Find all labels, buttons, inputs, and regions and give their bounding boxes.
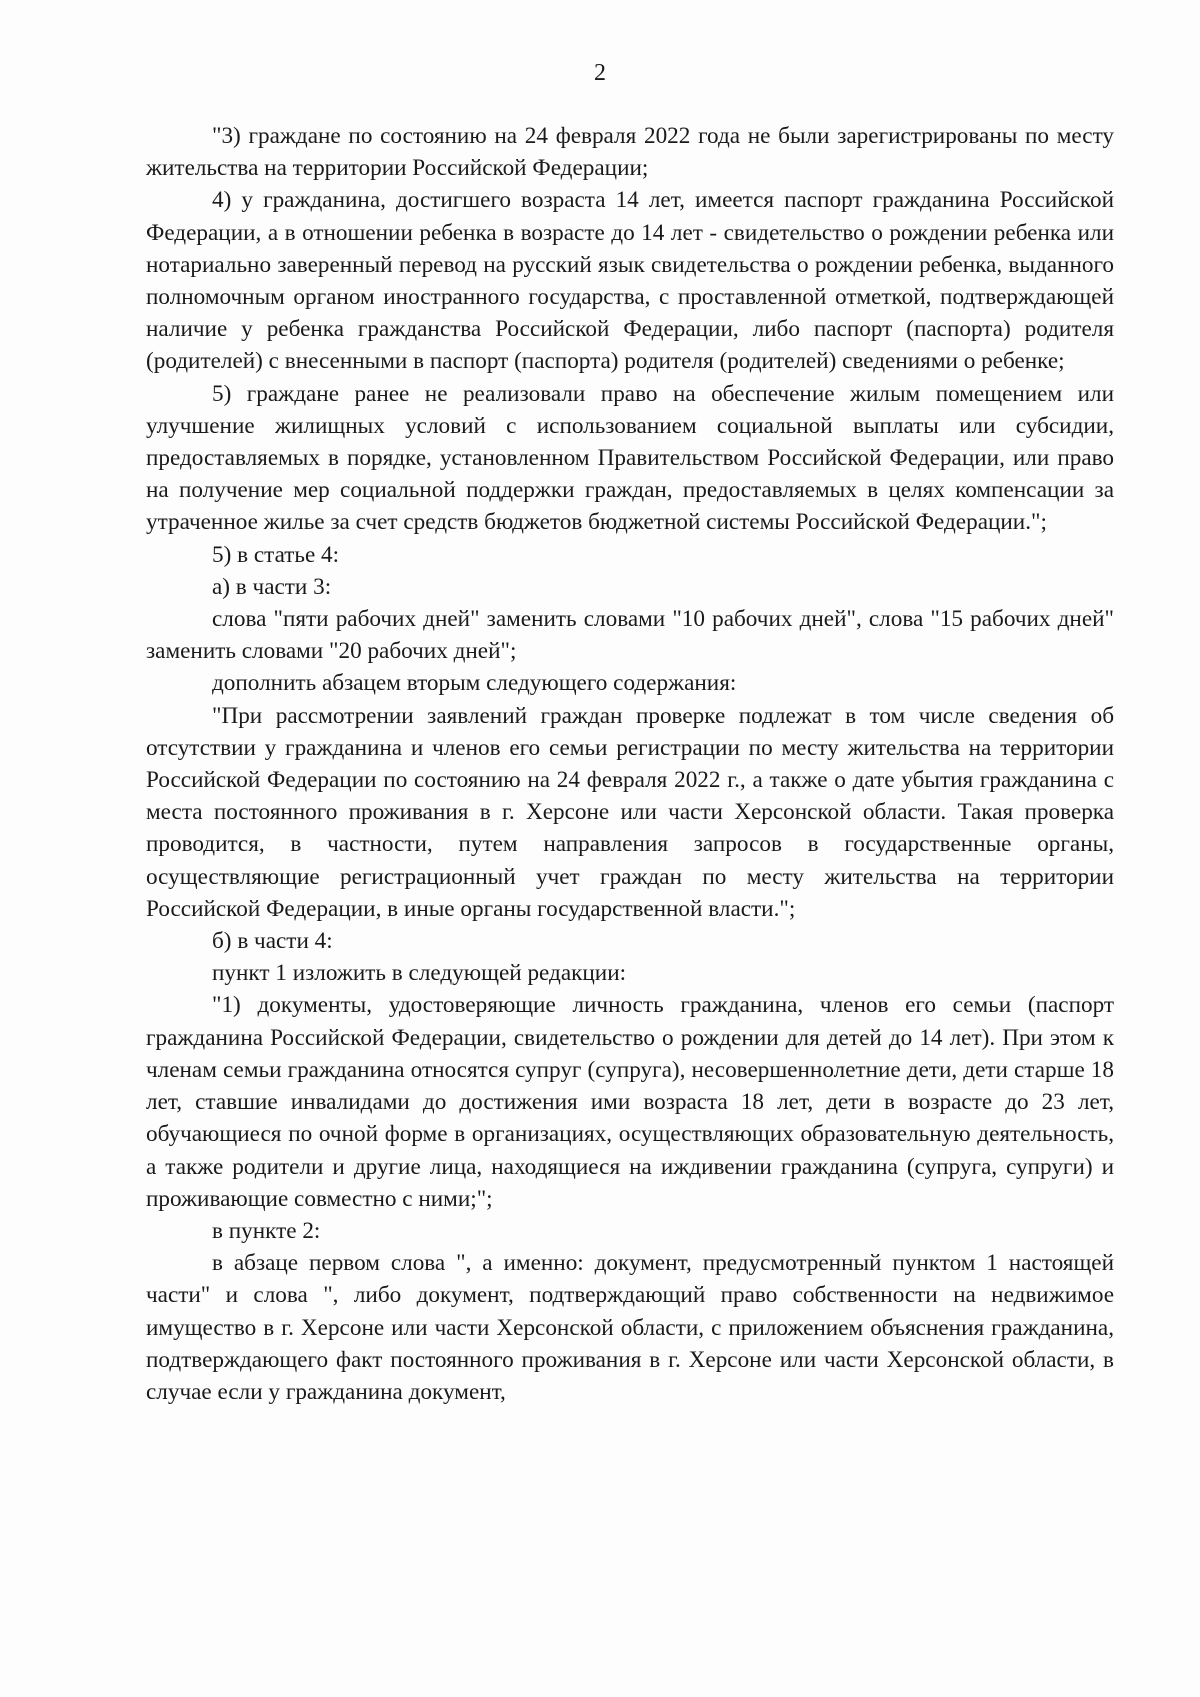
paragraph-item-3: "3) граждане по состоянию на 24 февраля 2022 года не были зарегистрированы по месту жительства на территории Российской Федерации; <box>146 123 1114 182</box>
paragraph-point-2: в пункте 2: <box>212 1217 321 1244</box>
paragraph-item-4: 4) у гражданина, достигшего возраста 14 лет, имеется паспорт гражданина Российской Федерации, а в отношении ребенка в возрасте до 14 лет - свидетельство о рождении ребенка или нотариально заверенный перевод на русский язык свидетельства о рождении ребенка, выданного полномочным органом иностранного государства, с проставленной отметкой, подтверждающей наличие у ребенка гражданства Российской Федерации, либо паспорт (паспорта) родителя (родителей) с внесенными в паспорт (паспорта) родителя (родителей) сведениями о ребенке; <box>146 187 1114 375</box>
paragraph-part-3: а) в части 3: <box>212 573 332 600</box>
paragraph-replace-words: слова "пяти рабочих дней" заменить словами "10 рабочих дней", слова "15 рабочих дней" заменить словами "20 рабочих дней"; <box>146 606 1114 665</box>
paragraph-part-4: б) в части 4: <box>212 928 333 955</box>
paragraph-verification: "При рассмотрении заявлений граждан проверке подлежат в том числе сведения об отсутствии у гражданина и членов его семьи регистрации по месту жительства на территории Российской Федерации по состоянию на 24 февраля 2022 г., а также о дате убытия гражданина с места постоянного проживания в г. Херсоне или части Херсонской области. Такая проверка проводится, в частности, путем направления запросов в государственные органы, осуществляющие регистрационный учет граждан по месту жительства на территории Российской Федерации, в иные органы государственной власти."; <box>146 702 1114 922</box>
page-number: 2 <box>594 60 606 86</box>
paragraph-first-abzac: в абзаце первом слова ", а именно: документ, предусмотренный пунктом 1 настоящей части" и слова ", либо документ, подтверждающий право собственности на недвижимое имущество в г. Херсоне или части Херсонской области, с приложением объяснения гражданина, подтверждающего факт постоянного проживания в г. Херсоне или части Херсонской области, в случае если у гражданина документ, <box>146 1250 1114 1405</box>
paragraph-documents: "1) документы, удостоверяющие личность гражданина, членов его семьи (паспорт гражданина Российской Федерации, свидетельство о рождении для детей до 14 лет). При этом к членам семьи гражданина относятся супруг (супруга), несовершеннолетние дети, дети старше 18 лет, ставшие инвалидами до достижения ими возраста 18 лет, дети в возрасте до 23 лет, обучающиеся по очной форме в организациях, осуществляющих образовательную деятельность, а также родители и другие лица, находящиеся на иждивении гражданина (супруга, супруги) и проживающие совместно с ними;"; <box>146 992 1114 1212</box>
paragraph-item-5: 5) граждане ранее не реализовали право на обеспечение жилым помещением или улучшение жилищных условий с использованием социальной выплаты или субсидии, предоставляемых в порядке, установленном Правительством Российской Федерации, или право на получение мер социальной поддержки граждан, предоставляемых в целях компенсации за утраченное жилье за счет средств бюджетов бюджетной системы Российской Федерации."; <box>146 380 1114 536</box>
paragraph-point-1-edit: пункт 1 изложить в следующей редакции: <box>212 960 627 987</box>
document-body <box>146 120 1114 1408</box>
paragraph-add-second: дополнить абзацем вторым следующего содержания: <box>212 670 737 697</box>
paragraph-article-4: 5) в статье 4: <box>212 541 340 568</box>
